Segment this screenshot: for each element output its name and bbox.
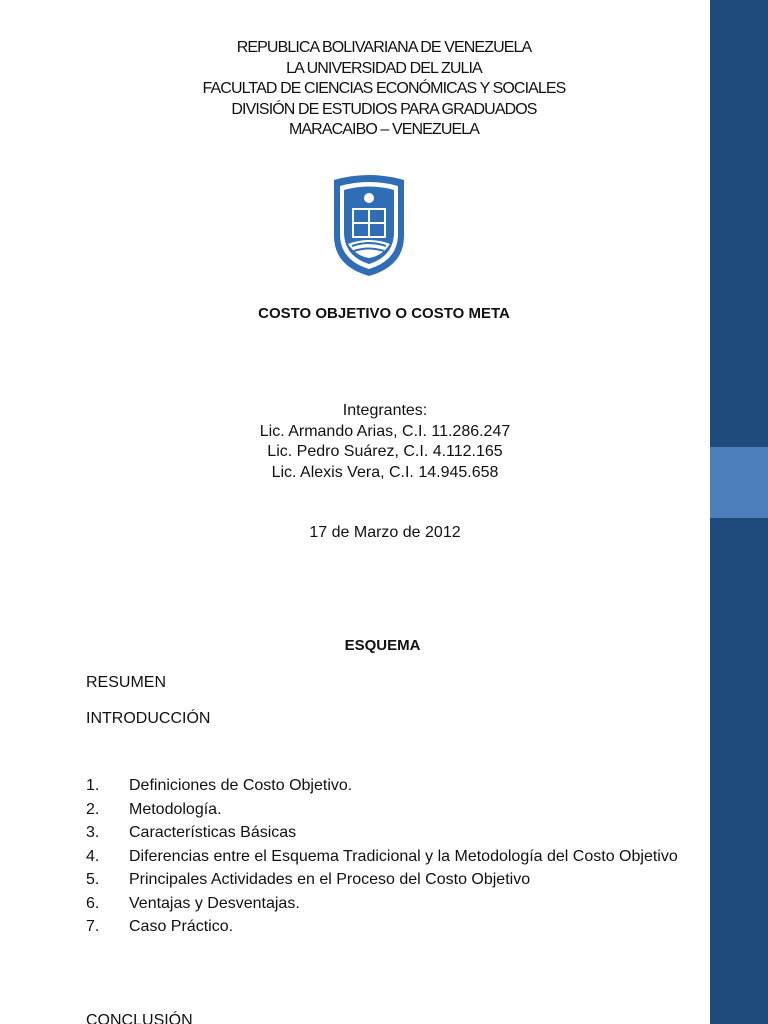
item-text: Características Básicas bbox=[129, 824, 297, 841]
item-text: Definiciones de Costo Objetivo. bbox=[129, 777, 353, 794]
header-line: REPUBLICA BOLIVARIANA DE VENEZUELA bbox=[236, 39, 532, 56]
item-text: Caso Práctico. bbox=[129, 918, 234, 935]
item-text: Metodología. bbox=[129, 800, 222, 818]
scroll-thumb[interactable] bbox=[710, 447, 768, 518]
outline-introduccion: INTRODUCCIÓN bbox=[86, 710, 211, 727]
outline-resumen: RESUMEN bbox=[86, 674, 167, 691]
list-item bbox=[86, 870, 679, 891]
item-number: 4. bbox=[86, 847, 100, 865]
list-item bbox=[86, 917, 679, 938]
item-number: 6. bbox=[86, 894, 100, 912]
header-line: LA UNIVERSIDAD DEL ZULIA bbox=[286, 59, 482, 77]
outline-conclusion: CONCLUSIÓN bbox=[86, 1012, 193, 1024]
document-date: 17 de Marzo de 2012 bbox=[309, 524, 461, 541]
outline-heading: ESQUEMA bbox=[344, 637, 421, 654]
list-item bbox=[86, 776, 679, 797]
item-text: Principales Actividades en el Proceso del Costo Objetivo bbox=[129, 871, 531, 888]
header-line: MARACAIBO – VENEZUELA bbox=[288, 121, 480, 138]
institution-header bbox=[0, 38, 710, 141]
list-item bbox=[86, 800, 679, 821]
member-name: Lic. Pedro Suárez, C.I. 4.112.165 bbox=[267, 443, 503, 460]
university-seal-icon bbox=[330, 174, 408, 278]
item-number: 2. bbox=[86, 800, 100, 818]
outline-list bbox=[86, 776, 679, 941]
list-item bbox=[86, 894, 679, 915]
item-text: Ventajas y Desventajas. bbox=[129, 894, 300, 912]
header-line: DIVISIÓN DE ESTUDIOS PARA GRADUADOS bbox=[231, 100, 537, 118]
member-name: Lic. Alexis Vera, C.I. 14.945.658 bbox=[271, 463, 499, 481]
item-number: 5. bbox=[86, 871, 100, 888]
item-number: 7. bbox=[86, 918, 100, 935]
members-block bbox=[0, 401, 710, 483]
document-title: COSTO OBJETIVO O COSTO META bbox=[258, 305, 510, 322]
item-text: Diferencias entre el Esquema Tradicional y la Metodología del Costo Objetivo bbox=[129, 847, 678, 865]
item-number: 1. bbox=[86, 777, 100, 794]
header-line: FACULTAD DE CIENCIAS ECONÓMICAS Y SOCIALES bbox=[202, 80, 566, 97]
members-label: Integrantes: bbox=[342, 402, 428, 419]
list-item bbox=[86, 847, 679, 868]
item-number: 3. bbox=[86, 824, 100, 841]
viewer-sidebar bbox=[710, 0, 768, 1024]
member-name: Lic. Armando Arias, C.I. 11.286.247 bbox=[259, 422, 511, 440]
list-item bbox=[86, 823, 679, 844]
